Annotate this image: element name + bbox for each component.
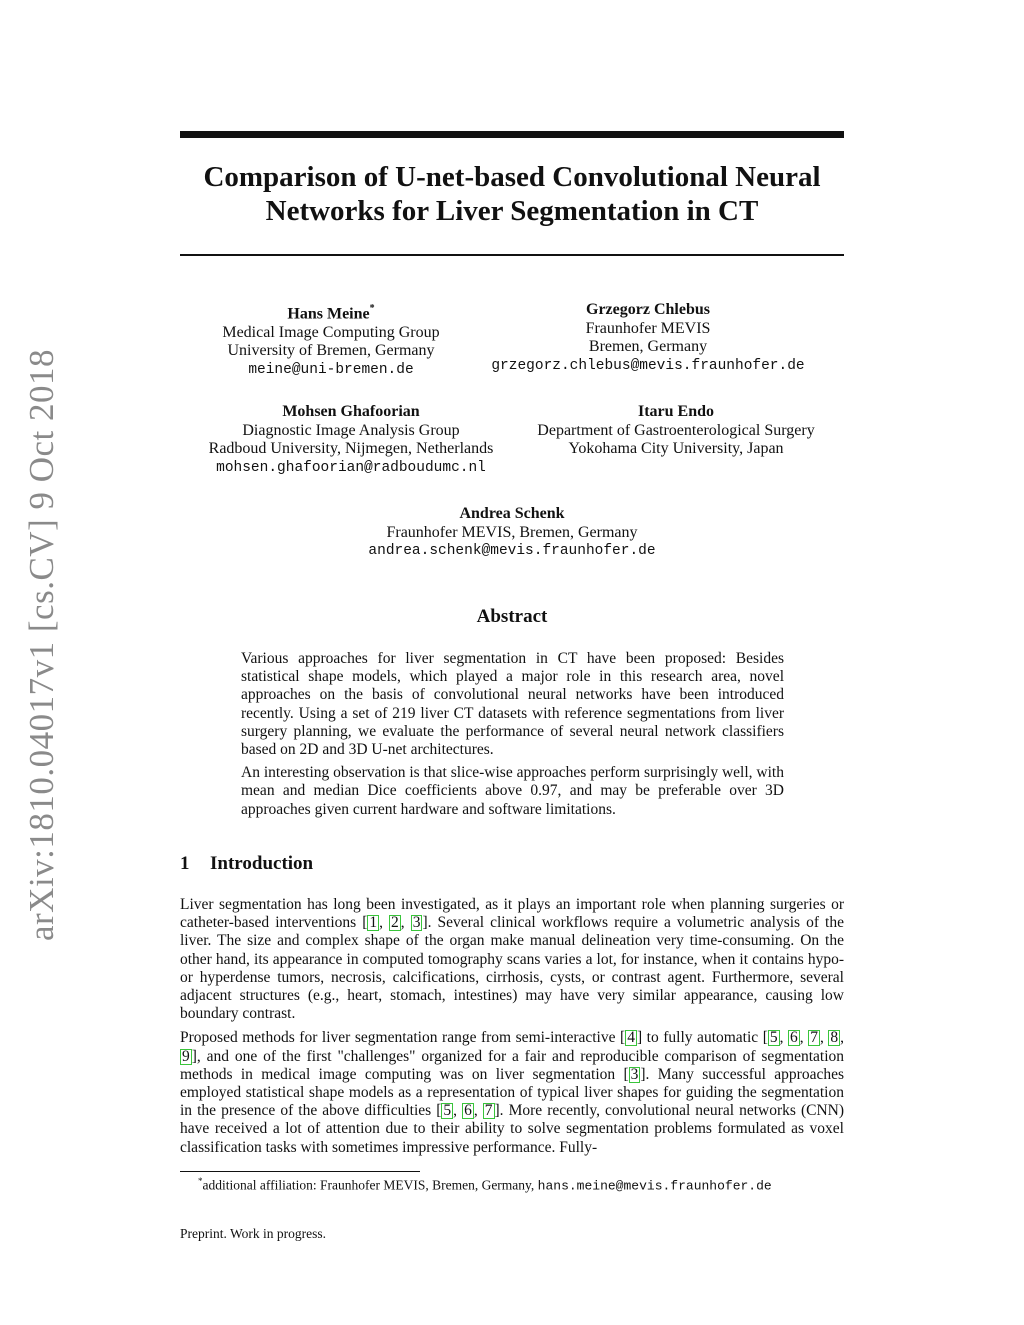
footnote-email[interactable]: hans.meine@mevis.fraunhofer.de <box>537 1178 772 1194</box>
paper-title: Comparison of U-net-based Convolutional Neural Networks for Liver Segmentation in CT <box>203 161 821 227</box>
text-run: , <box>799 1029 809 1047</box>
author-name: Grzegorz Chlebus <box>586 301 710 318</box>
footnote-rule <box>180 1171 420 1172</box>
citation-link[interactable]: 4 <box>627 1029 635 1047</box>
abstract-heading: Abstract <box>476 606 548 627</box>
text-run: , <box>379 914 390 932</box>
citation-link[interactable]: 3 <box>412 914 421 932</box>
citation-link[interactable]: 5 <box>769 1029 778 1047</box>
text-run: , <box>779 1029 789 1047</box>
text-run: Proposed methods for liver segmentation range from semi-interactive [ <box>180 1029 626 1047</box>
author-affiliation: Fraunhofer MEVIS, Bremen, Germany <box>386 523 638 541</box>
author-name: Itaru Endo <box>637 403 715 420</box>
author-name: Mohsen Ghafoorian <box>282 403 420 420</box>
text-run: ]. Several clinical workflows require a volumetric analysis of the liver. The size and complex shape of the organ make manual delineation very time-consuming. On the other hand, its appearance in computed tomography scans varies a lot, for instance, when it contains hypo- or hyperdense tumors, necrosis, calcifications, cirrhosis, cysts, or contrast agent. Furthermore, several adjacent structures (e.g., heart, stomach, intestines) may have very similar appearance, causing low boundary contrast. <box>180 914 844 1023</box>
section-heading-introduction <box>180 853 313 875</box>
section-number: 1 <box>180 853 190 874</box>
author-name: Andrea Schenk <box>459 505 565 522</box>
author-affiliation: Fraunhofer MEVIS <box>585 319 711 337</box>
text-run: ]. Many successful approaches employed statistical shape models as a representation of typical liver shapes for guiding the segmentation in the presence of the above difficulties [ <box>180 1065 844 1120</box>
author-block-hans-meine <box>218 301 444 379</box>
title-bottom-rule <box>180 254 844 256</box>
author-affiliation: Department of Gastroenterological Surgery <box>537 421 815 439</box>
abstract-body <box>241 650 784 824</box>
text-run: , <box>453 1102 463 1120</box>
text-run: , <box>473 1102 483 1120</box>
text-run: , <box>840 1029 845 1047</box>
author-email[interactable]: mohsen.ghafoorian@radboudumc.nl <box>216 459 486 476</box>
author-block-itaru-endo <box>529 403 823 459</box>
author-block-mohsen-ghafoorian <box>202 403 500 477</box>
text-run: ] to fully automatic [ <box>636 1029 768 1047</box>
text-run: , <box>819 1029 829 1047</box>
author-affiliation: Diagnostic Image Analysis Group <box>242 421 460 439</box>
arxiv-identifier-stamp: arXiv:1810.04017v1 [cs.CV] 9 Oct 2018 <box>22 348 61 942</box>
citation-link[interactable]: 9 <box>182 1047 190 1065</box>
citation-link[interactable]: 1 <box>369 914 378 932</box>
text-run: , <box>400 914 411 932</box>
abstract-paragraph: An interesting observation is that slice-wise approaches perform surprisingly well, with mean and median Dice coefficients above 0.97, and may be preferable over 3D approaches given current hardware and software limitations. <box>241 764 784 818</box>
abstract-paragraph: Various approaches for liver segmentation in CT have been proposed: Besides statistical shape models, which played a major role in this research area, novel approaches on the basis of convolutional neural networks have been introduced recently. Using a set of 219 liver CT datasets with reference segmentations from liver surgery planning, we evaluate the performance of several neural network classifiers based on 2D and 3D U-net architectures. <box>241 650 784 759</box>
citation-link[interactable]: 6 <box>464 1102 472 1120</box>
text-run: Liver segmentation has long been investigated, as it plays an important role when planning surgeries or catheter-based interventions [ <box>180 896 844 932</box>
author-affiliation: Bremen, Germany <box>588 338 708 355</box>
author-email[interactable]: andrea.schenk@mevis.fraunhofer.de <box>368 543 656 559</box>
citation-link[interactable]: 5 <box>443 1102 452 1120</box>
author-block-grzegorz-chlebus <box>490 301 806 375</box>
citation-link[interactable]: 7 <box>484 1102 493 1120</box>
title-top-rule <box>180 131 844 138</box>
text-run: ]. More recently, convolutional neural networks (CNN) have received a lot of attention due to their ability to solve segmentation problems formulated as voxel classification tasks with sometimes impressive performance. Fully- <box>180 1102 844 1156</box>
footnote <box>198 1176 772 1194</box>
author-email[interactable]: meine@uni-bremen.de <box>248 361 414 378</box>
footnote-text: additional affiliation: Fraunhofer MEVIS, Bremen, Germany, <box>202 1177 538 1193</box>
author-email[interactable]: grzegorz.chlebus@mevis.fraunhofer.de <box>491 357 805 374</box>
introduction-body <box>180 896 844 1163</box>
author-block-andrea-schenk <box>360 505 664 561</box>
citation-link[interactable]: 3 <box>630 1065 639 1083</box>
citation-link[interactable]: 7 <box>810 1029 818 1047</box>
footnote-mark: * <box>369 303 375 314</box>
body-paragraph <box>180 896 844 1023</box>
author-affiliation: University of Bremen, Germany <box>227 342 435 360</box>
author-affiliation: Radboud University, Nijmegen, Netherlands <box>208 440 494 457</box>
section-title: Introduction <box>210 853 314 874</box>
author-affiliation: Yokohama City University, Japan <box>568 440 784 457</box>
citation-link[interactable]: 8 <box>830 1029 839 1047</box>
footnote-mark: * <box>198 1176 203 1186</box>
author-name: Hans Meine <box>287 305 370 323</box>
preprint-notice: Preprint. Work in progress. <box>180 1226 327 1241</box>
body-paragraph <box>180 1029 844 1156</box>
citation-link[interactable]: 2 <box>391 914 399 932</box>
author-affiliation: Medical Image Computing Group <box>222 323 440 341</box>
citation-link[interactable]: 6 <box>790 1029 798 1047</box>
text-run: ], and one of the first "challenges" organized for a fair and reproducible comparison of segmentation methods in medical image computing was on liver segmentation [ <box>180 1047 844 1083</box>
